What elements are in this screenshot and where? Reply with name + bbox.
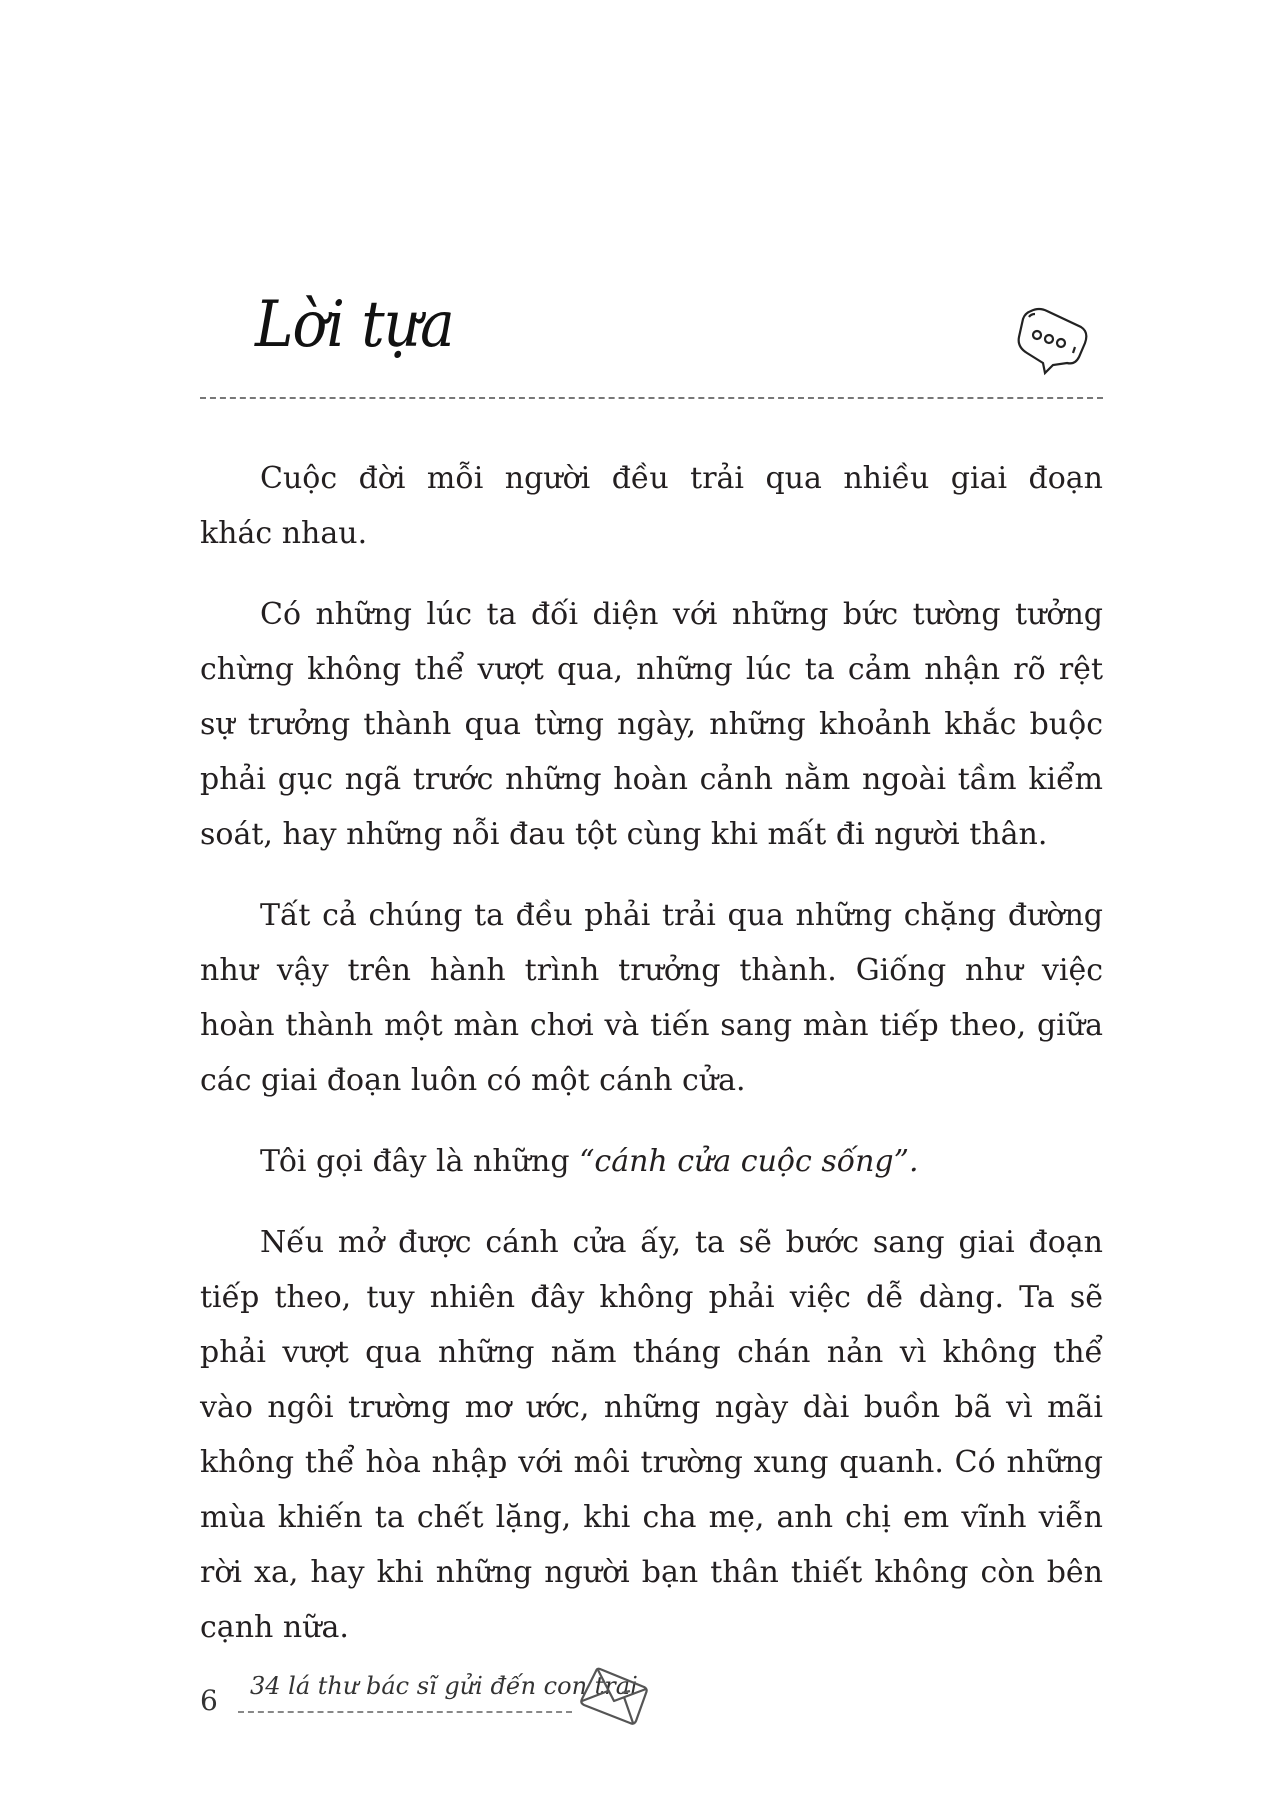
text-line: phải vượt qua những năm tháng chán nản vì không thể: [200, 1335, 1103, 1370]
quote-prefix: Tôi gọi đây là những: [260, 1144, 580, 1179]
envelope-icon: [578, 1665, 650, 1727]
text-line: Cuộc đời mỗi người đều trải qua nhiều giai đoạn: [260, 461, 1103, 496]
quote-emphasis: “cánh cửa cuộc sống”.: [579, 1144, 919, 1179]
text-line: vào ngôi trường mơ ước, những ngày dài buồn bã vì mãi: [200, 1390, 1103, 1425]
page-number: 6: [200, 1684, 218, 1717]
footer-divider: [238, 1711, 572, 1713]
text-line: [200, 1134, 1103, 1189]
title-divider: [200, 397, 1103, 399]
paragraph: [200, 888, 1103, 1108]
text-line: Nếu mở được cánh cửa ấy, ta sẽ bước sang giai đoạn: [260, 1225, 1103, 1260]
preface-body: [200, 451, 1103, 1681]
text-line: như vậy trên hành trình trưởng thành. Giống như việc: [200, 953, 1103, 988]
text-line: các giai đoạn luôn có một cánh cửa.: [200, 1063, 746, 1098]
paragraph: [200, 451, 1103, 561]
text-line: cạnh nữa.: [200, 1610, 349, 1645]
text-line: phải gục ngã trước những hoàn cảnh nằm ngoài tầm kiểm: [200, 762, 1103, 797]
running-footer-title: 34 lá thư bác sĩ gửi đến con trai: [250, 1672, 638, 1700]
text-line: sự trưởng thành qua từng ngày, những khoảnh khắc buộc: [200, 707, 1103, 742]
text-line: Có những lúc ta đối diện với những bức tường tưởng: [260, 597, 1103, 632]
paragraph: [200, 587, 1103, 862]
text-line: tiếp theo, tuy nhiên đây không phải việc dễ dàng. Ta sẽ: [200, 1280, 1103, 1315]
text-line: soát, hay những nỗi đau tột cùng khi mất đi người thân.: [200, 817, 1048, 852]
paragraph: [200, 1134, 1103, 1189]
text-line: chừng không thể vượt qua, những lúc ta cảm nhận rõ rệt: [200, 652, 1103, 687]
paragraph: [200, 1215, 1103, 1655]
text-line: khác nhau.: [200, 516, 368, 551]
text-line: hoàn thành một màn chơi và tiến sang màn tiếp theo, giữa: [200, 1008, 1103, 1043]
text-line: không thể hòa nhập với môi trường xung quanh. Có những: [200, 1445, 1103, 1480]
page-title: Lời tựa: [255, 286, 454, 362]
text-line: Tất cả chúng ta đều phải trải qua những chặng đường: [260, 898, 1103, 933]
text-line: mùa khiến ta chết lặng, khi cha mẹ, anh chị em vĩnh viễn: [200, 1500, 1103, 1535]
speech-bubble-icon: [1013, 305, 1093, 377]
text-line: rời xa, hay khi những người bạn thân thiết không còn bên: [200, 1555, 1103, 1590]
